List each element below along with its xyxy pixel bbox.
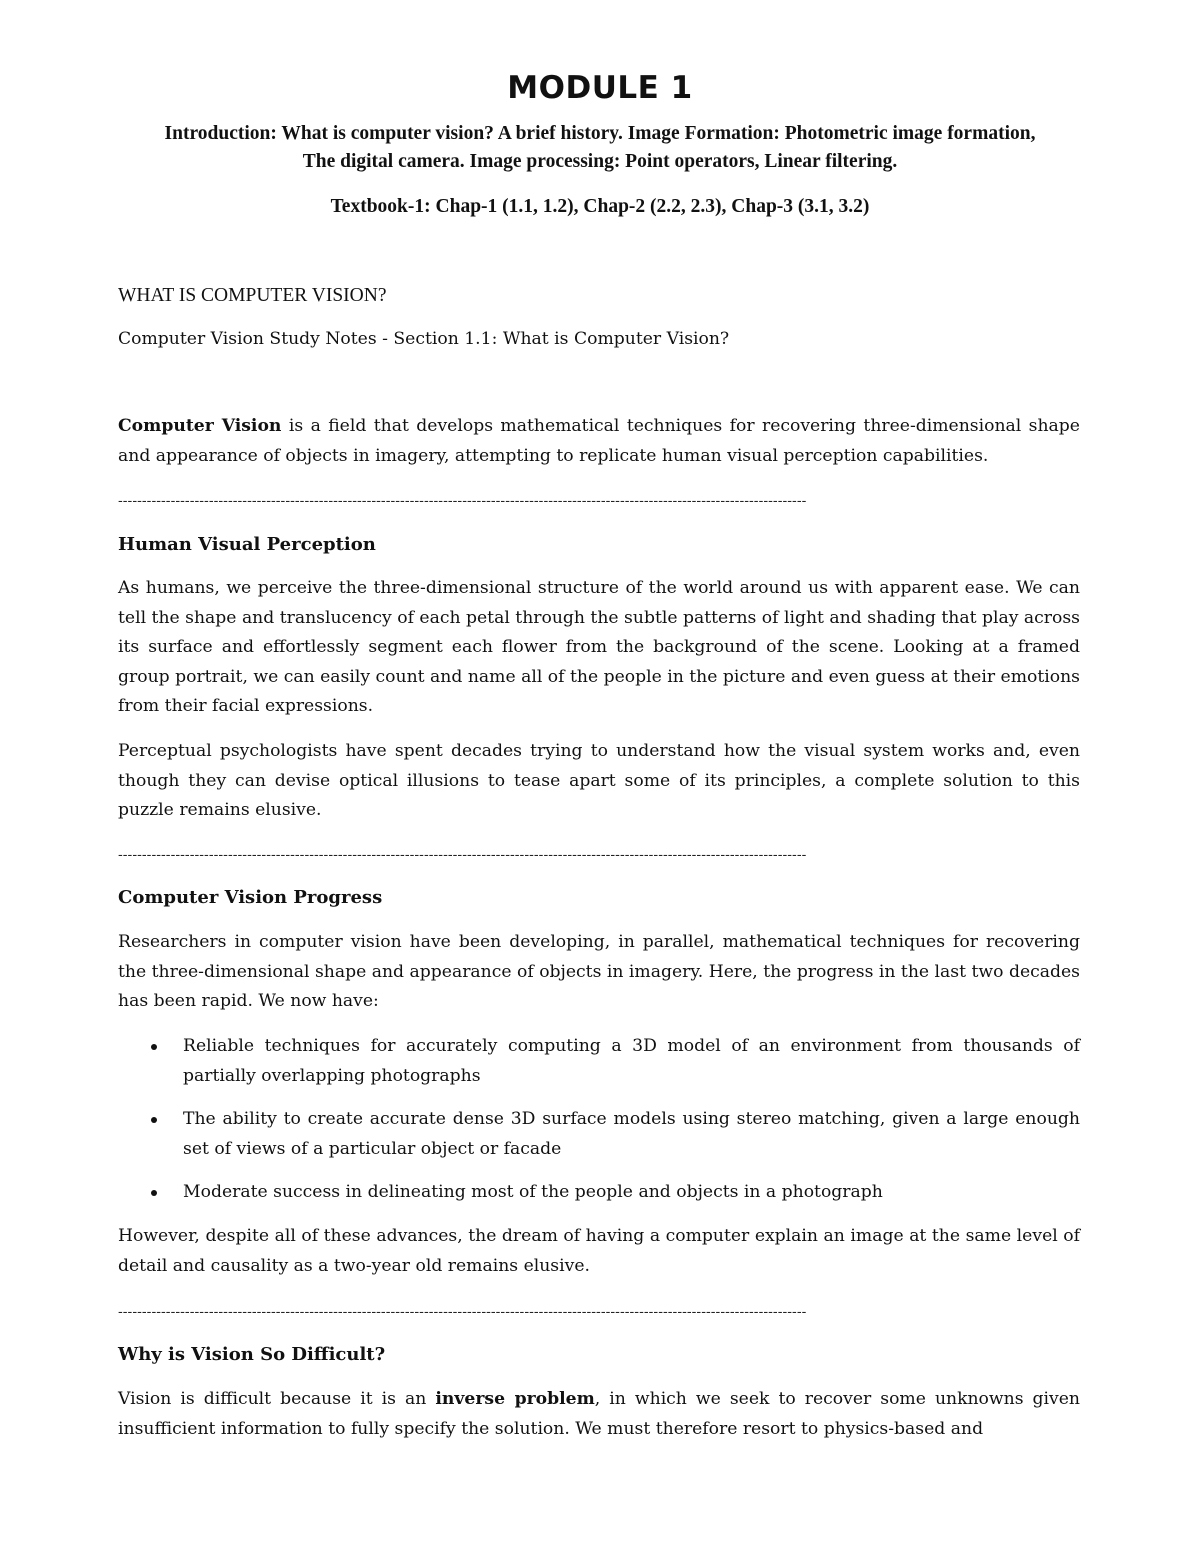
study-note-subtitle: Computer Vision Study Notes - Section 1.1: What is Computer Vision? — [118, 329, 730, 349]
list-item-text: Reliable techniques for accurately computing a 3D model of an environment from thousands of partially overlapping photographs — [183, 1036, 1080, 1086]
list-item-text: The ability to create accurate dense 3D surface models using stereo matching, given a large enough set of views of a particular object or facade — [183, 1109, 1080, 1159]
definition-paragraph — [118, 412, 1080, 471]
human-perception-paragraph-2: Perceptual psychologists have spent decades trying to understand how the visual system works and, even though they can devise optical illusions to tease apart some of its principles, a complete solution to this puzzle remains elusive. — [118, 741, 1080, 821]
list-item-text: Moderate success in delineating most of the people and objects in a photograph — [183, 1182, 883, 1203]
difficulty-paragraph — [118, 1385, 1080, 1444]
definition-text: is a field that develops mathematical techniques for recovering three-dimensional shape and appearance of objects in imagery, attempting to replicate human visual perception capabilities. — [118, 416, 1080, 466]
list-item — [118, 1178, 1080, 1208]
definition-term: Computer Vision — [118, 416, 282, 436]
section-heading: WHAT IS COMPUTER VISION? — [118, 285, 387, 306]
section-divider: ------------------------------------------------------------------------------------------------------------------------------------------------ — [118, 1304, 807, 1320]
module-title: MODULE 1 — [507, 70, 693, 106]
difficulty-text-start: Vision is difficult because it is an — [118, 1389, 436, 1409]
list-item — [118, 1105, 1080, 1164]
difficulty-text-end: , in which we seek to recover some unknowns given insufficient information to fully specify the solution. We must therefore resort to physics-based and — [118, 1389, 1081, 1439]
progress-heading: Computer Vision Progress — [118, 887, 383, 908]
bullet-icon — [151, 1190, 157, 1196]
textbook-reference: Textbook-1: Chap-1 (1.1, 1.2), Chap-2 (2.2, 2.3), Chap-3 (3.1, 3.2) — [330, 196, 870, 217]
human-perception-heading: Human Visual Perception — [118, 534, 376, 555]
bullet-icon — [151, 1117, 157, 1123]
progress-bullet-list — [118, 1032, 1080, 1222]
section-divider: ------------------------------------------------------------------------------------------------------------------------------------------------ — [118, 493, 807, 509]
bullet-icon — [151, 1044, 157, 1050]
section-divider: ------------------------------------------------------------------------------------------------------------------------------------------------ — [118, 847, 807, 863]
progress-paragraph-1: Researchers in computer vision have been developing, in parallel, mathematical techniques for recovering the three-dimensional shape and appearance of objects in imagery. Here, the progress in the last two decades has been rapid. We now have: — [118, 932, 1080, 1012]
human-perception-paragraph-1: As humans, we perceive the three-dimensional structure of the world around us with apparent ease. We can tell the shape and translucency of each petal through the subtle patterns of light and shading that play across its surface and effortlessly segment each flower from the background of the scene. Looking at a framed group portrait, we can easily count and name all of the people in the picture and even guess at their emotions from their facial expressions. — [118, 578, 1080, 717]
difficulty-heading: Why is Vision So Difficult? — [118, 1344, 386, 1365]
list-item — [118, 1032, 1080, 1091]
module-introduction: Introduction: What is computer vision? A brief history. Image Formation: Photometric image formation, The digital camera. Image processing: Point operators, Linear filtering. — [164, 123, 1036, 172]
difficulty-term: inverse problem — [435, 1389, 595, 1409]
progress-paragraph-2: However, despite all of these advances, the dream of having a computer explain an image at the same level of detail and causality as a two-year old remains elusive. — [118, 1226, 1080, 1276]
